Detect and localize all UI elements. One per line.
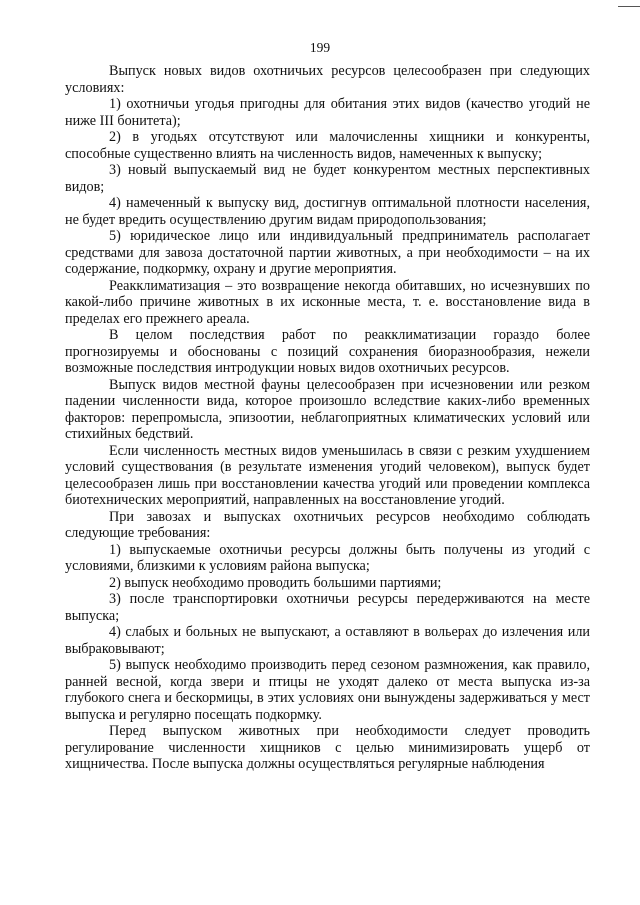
paragraph: 3) после транспортировки охотничьи ресурсы передерживаются на месте выпуска; xyxy=(65,591,590,624)
paragraph: Реакклиматизация – это возвращение некогда обитавших, но исчезнувших по какой-либо причине животных в их исконные места, т. е. восстановление вида в пределах его прежнего ареала. xyxy=(65,277,590,327)
paragraph: 4) слабых и больных не выпускают, а оставляют в вольерах до излечения или выбраковывают; xyxy=(65,624,590,657)
paragraph: В целом последствия работ по реакклиматизации гораздо более прогнозируемы и обоснованы с позиций сохранения биоразнообразия, нежели возможные последствия интродукции новых видов охотничьих ресурсов. xyxy=(65,327,590,376)
paragraph: 2) выпуск необходимо проводить большими партиями; xyxy=(109,574,442,591)
paragraph: 1) выпускаемые охотничьи ресурсы должны быть получены из угодий с условиями, близкими к условиям района выпуска; xyxy=(65,541,590,574)
paragraph: 5) выпуск необходимо производить перед сезоном размножения, как правило, ранней весной, когда звери и птицы не уходят далеко от места выпуска из-за глубокого снега и бескормицы, в этих условиях они вынуждены задерживаться у мест выпуска и регулярно посещать подкормку. xyxy=(65,657,590,723)
scan-corner-mark xyxy=(618,6,640,7)
paragraph: Выпуск видов местной фауны целесообразен при исчезновении или резком падении численности вида, которое произошло вследствие каких-либо временных факторов: перепромысла, эпизоотии, неблагоприятных климатических условий или стихийных бедствий. xyxy=(65,376,590,442)
paragraph: 4) намеченный к выпуску вид, достигнув оптимальной плотности населения, не будет вредить осуществлению другим видам природопользования; xyxy=(65,195,590,228)
paragraph: 2) в угодьях отсутствуют или малочисленны хищники и конкуренты, способные существенно влиять на численность видов, намеченных к выпуску; xyxy=(65,129,590,162)
paragraph: Выпуск новых видов охотничьих ресурсов целесообразен при следующих условиях: xyxy=(65,63,590,96)
document-body xyxy=(65,63,590,773)
page-number: 199 xyxy=(309,40,331,55)
paragraph: 5) юридическое лицо или индивидуальный предприниматель располагает средствами для завоза достаточной партии животных, а при необходимости – на их содержание, подкормку, охрану и другие мероприятия. xyxy=(65,228,590,277)
paragraph: 3) новый выпускаемый вид не будет конкурентом местных перспективных видов; xyxy=(65,162,590,195)
paragraph: 1) охотничьи угодья пригодны для обитания этих видов (качество угодий не ниже III бонитета); xyxy=(65,96,590,129)
paragraph: При завозах и выпусках охотничьих ресурсов необходимо соблюдать следующие требования: xyxy=(65,508,590,541)
paragraph: Перед выпуском животных при необходимости следует проводить регулирование численности хищников с целью минимизировать ущерб от хищничества. После выпуска должны осуществляться регулярные наблюдения xyxy=(65,723,590,772)
paragraph: Если численность местных видов уменьшилась в связи с резким ухудшением условий существования (в результате изменения угодий человеком), выпуск будет целесообразен лишь при восстановлении качества угодий или проведении комплекса биотехнических мероприятий, направленных на восстановление угодий. xyxy=(65,442,590,508)
